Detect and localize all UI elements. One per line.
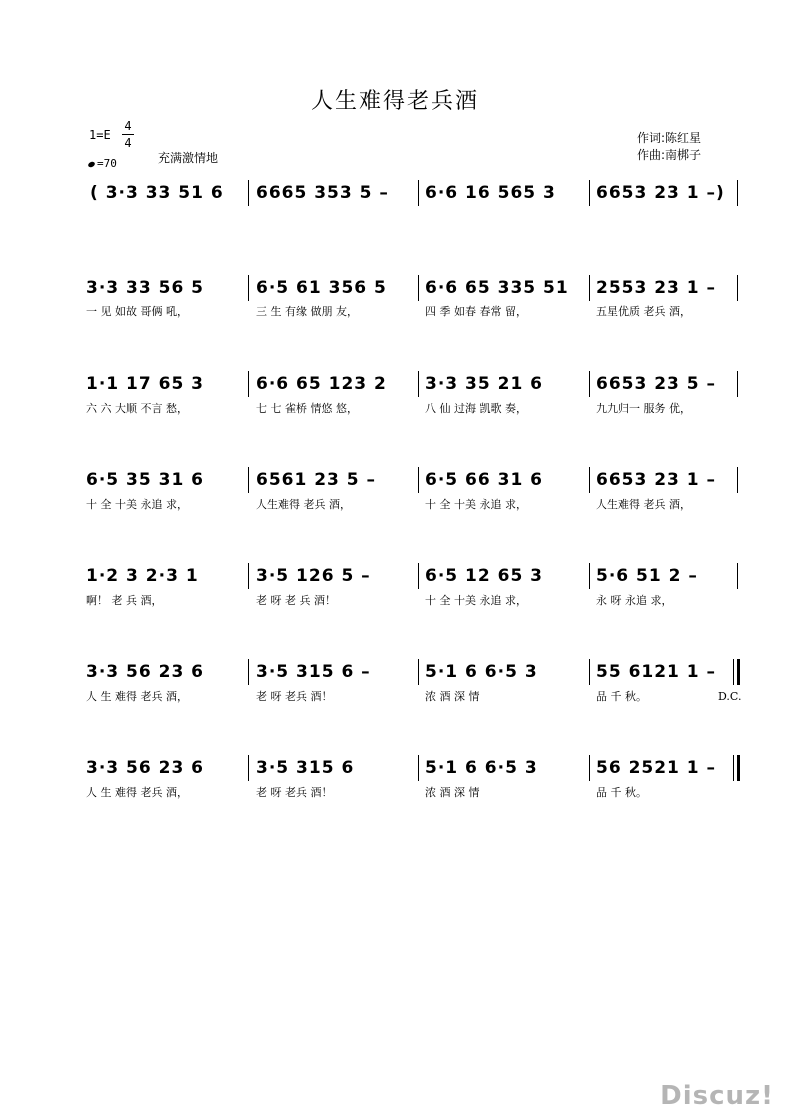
meter-bottom: 4 [124,136,132,150]
lyric-line: 浓 酒 深 情 [425,690,480,703]
bar-line [418,755,419,781]
bar-line [248,563,249,589]
measure-notes: 55 6121 1 – [596,662,717,682]
lyric-line: 浓 酒 深 情 [425,786,480,799]
measure-notes: 6·5 61 356 5 [256,278,387,298]
bar-line [589,180,590,206]
bar-line [733,755,734,781]
lyric-line: 十 全 十美 永追 求， [425,498,527,511]
bar-line [737,275,738,301]
bar-line [737,563,738,589]
bar-line [737,467,738,493]
quarter-note-icon [87,161,95,168]
tempo-value: =70 [97,157,117,170]
bar-line [737,371,738,397]
bar-line [248,755,249,781]
measure-notes: 6561 23 5 – [256,470,377,490]
bar-line [733,659,734,685]
lyric-line: 九九归一 服务 优， [596,402,691,415]
measure-notes: 6·5 12 65 3 [425,566,544,586]
measure-notes: 1·2 3 2·3 1 [86,566,199,586]
page-title: 人生难得老兵酒 [310,89,479,114]
dc-marking: D.C. [718,690,742,703]
measure-notes: 3·3 56 23 6 [86,662,205,682]
bar-line [589,755,590,781]
meter-top: 4 [124,119,132,133]
lyric-line: 一 见 如故 哥俩 吼， [86,305,188,318]
bar-line [589,275,590,301]
bar-line [589,563,590,589]
bar-line [248,659,249,685]
measure-notes: 56 2521 1 – [596,758,717,778]
lyric-line: 人 生 难得 老兵 酒， [86,690,188,703]
lyric-line: 十 全 十美 永追 求， [86,498,188,511]
bar-line [418,563,419,589]
measure-notes: 5·6 51 2 – [596,566,698,586]
lyric-line: 人 生 难得 老兵 酒， [86,786,188,799]
lyric-line: 人生难得 老兵 酒， [596,498,691,511]
lyric-line: 人生难得 老兵 酒， [256,498,351,511]
lyric-line: 七 七 雀桥 情悠 悠， [256,402,358,415]
measure-notes: 1·1 17 65 3 [86,374,205,394]
bar-line [418,659,419,685]
bar-line [248,180,249,206]
lyric-line: 十 全 十美 永追 求， [425,594,527,607]
measure-notes: ( 3·3 33 51 6 [90,183,224,203]
measure-notes: 6·6 16 565 3 [425,183,556,203]
measure-notes: 2553 23 1 – [596,278,717,298]
lyric-line: 五星优质 老兵 酒， [596,305,691,318]
measure-notes: 6·5 66 31 6 [425,470,544,490]
measure-notes: 5·1 6 6·5 3 [425,662,538,682]
lyric-line: 老 呀 老兵 酒！ [256,786,333,799]
measure-notes: 6653 23 5 – [596,374,717,394]
final-bar-line [737,659,740,685]
lyric-line: 八 仙 过海 凯歌 奏， [425,402,527,415]
composer-credit: 作曲:南梆子 [637,148,702,162]
measure-notes: 3·5 315 6 – [256,662,371,682]
bar-line [248,371,249,397]
measure-notes: 6·6 65 123 2 [256,374,387,394]
measure-notes: 6653 23 1 – [596,470,717,490]
bar-line [737,180,738,206]
measure-notes: 6·5 35 31 6 [86,470,205,490]
time-signature [121,118,135,151]
measure-notes: 3·5 315 6 [256,758,355,778]
lyric-line: 六 六 大顺 不言 愁， [86,402,188,415]
bar-line [589,659,590,685]
measure-notes: 3·3 35 21 6 [425,374,544,394]
tempo-marking [88,157,117,170]
lyric-line: 三 生 有缘 做朋 友， [256,305,358,318]
bar-line [418,180,419,206]
bar-line [248,467,249,493]
lyric-line: 啊！ 老 兵 酒， [86,594,163,607]
lyric-line: 老 呀 老 兵 酒！ [256,594,336,607]
bar-line [418,467,419,493]
measure-notes: 3·3 33 56 5 [86,278,205,298]
measure-notes: 3·3 56 23 6 [86,758,205,778]
bar-line [589,371,590,397]
measure-notes: 5·1 6 6·5 3 [425,758,538,778]
bar-line [248,275,249,301]
lyric-line: 老 呀 老兵 酒！ [256,690,333,703]
lyric-line: 永 呀 永追 求， [596,594,673,607]
lyric-line: 四 季 如春 春常 留， [425,305,527,318]
lyric-line: 品 千 秋。 [596,690,647,703]
bar-line [418,371,419,397]
final-bar-line [737,755,740,781]
measure-notes: 6665 353 5 – [256,183,389,203]
expression-marking: 充满激情地 [158,151,219,165]
bar-line [589,467,590,493]
watermark-logo: Discuz! [660,1081,774,1111]
bar-line [418,275,419,301]
lyric-line: 品 千 秋。 [596,786,647,799]
measure-notes: 3·5 126 5 – [256,566,371,586]
measure-notes: 6·6 65 335 51 [425,278,569,298]
lyricist-credit: 作词:陈红星 [637,131,702,145]
measure-notes: 6653 23 1 –) [596,183,725,203]
key-signature: 1=E [89,128,111,142]
